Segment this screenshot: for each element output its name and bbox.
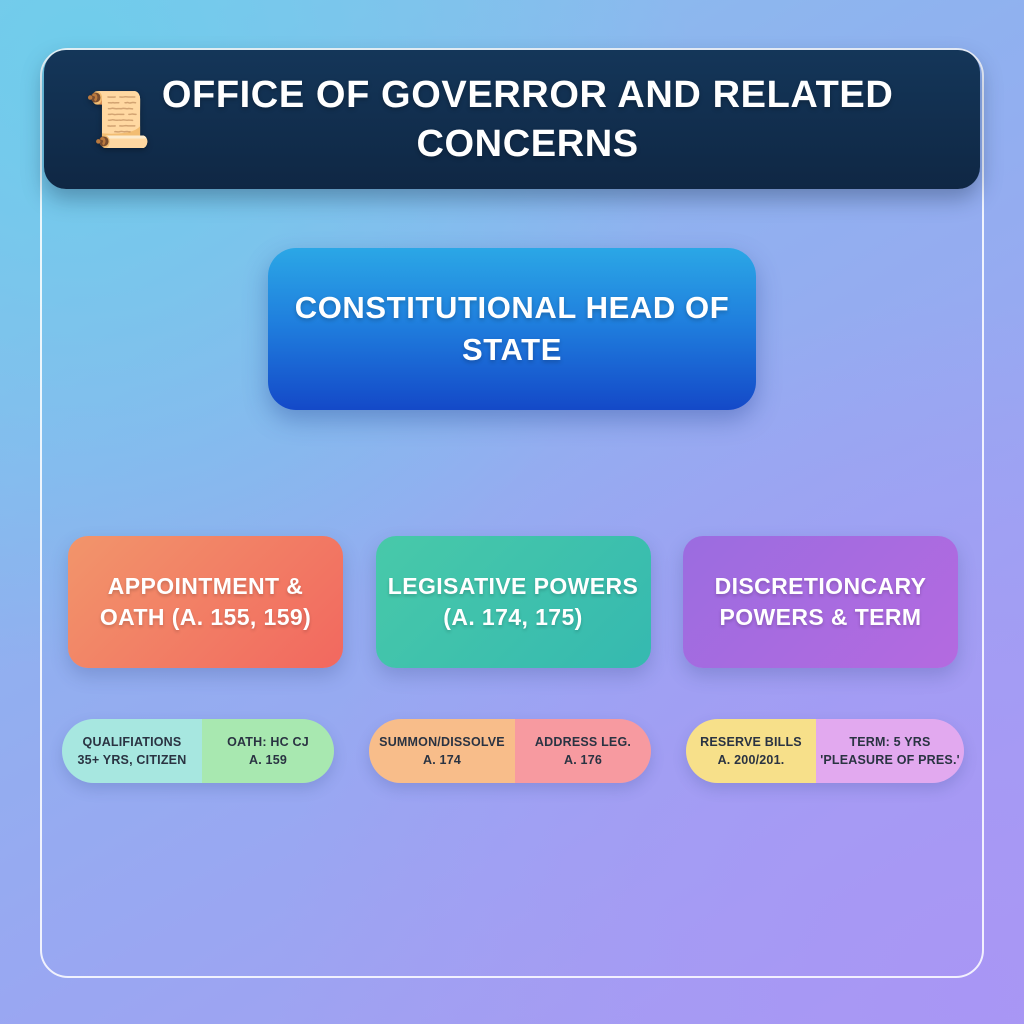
sub-pill-line1: OATH: HC CJ — [227, 734, 309, 749]
sub-pill-line2: A. 176 — [563, 753, 603, 767]
branch-card-legislative-powers — [376, 536, 651, 668]
branch-card-appointment-oath — [68, 536, 343, 668]
sub-pill-reserve-bills — [686, 719, 816, 783]
main-node-constitutional-head — [268, 248, 756, 410]
sub-pill-line2: 'PLEASURE OF PRES.' — [820, 753, 960, 767]
scroll-icon: 📜 — [84, 89, 152, 150]
sub-pill-term — [816, 719, 964, 783]
sub-group-discretionary-powers — [686, 719, 964, 783]
sub-group-appointment-oath — [62, 719, 334, 783]
sub-pill-line2: A. 159 — [248, 753, 288, 767]
branch-label: APPOINTMENT & OATH (A. 155, 159) — [99, 573, 312, 630]
header-banner — [44, 50, 980, 189]
sub-pill-row — [62, 719, 964, 783]
main-node-label: CONSTITUTIONAL HEAD OF STATE — [294, 290, 730, 367]
page-title: OFFICE OF GOVERROR AND RELATED CONCERNS — [161, 73, 894, 165]
branch-row — [68, 536, 958, 668]
sub-pill-line1: SUMMON/DISSOLVE — [379, 734, 505, 749]
branch-label: DISCRETIONCARY POWERS & TERM — [714, 573, 927, 630]
sub-pill-line1: TERM: 5 YRS — [849, 734, 931, 749]
sub-pill-line2: 35+ YRS, CITIZEN — [77, 753, 187, 767]
branch-card-discretionary-powers-term — [683, 536, 958, 668]
sub-pill-line1: RESERVE BILLS — [700, 734, 802, 749]
sub-pill-line1: ADDRESS LEG. — [534, 734, 632, 749]
sub-pill-line2: A. 200/201. — [717, 753, 785, 767]
sub-pill-line2: A. 174 — [422, 753, 462, 767]
sub-pill-qualifications — [62, 719, 202, 783]
sub-pill-address-legislature — [515, 719, 651, 783]
sub-pill-line1: QUALIFIATIONS — [82, 734, 182, 749]
sub-pill-summon-dissolve — [369, 719, 515, 783]
branch-label: LEGISATIVE POWERS (A. 174, 175) — [387, 573, 639, 630]
sub-group-legislative-powers — [369, 719, 651, 783]
sub-pill-oath — [202, 719, 334, 783]
